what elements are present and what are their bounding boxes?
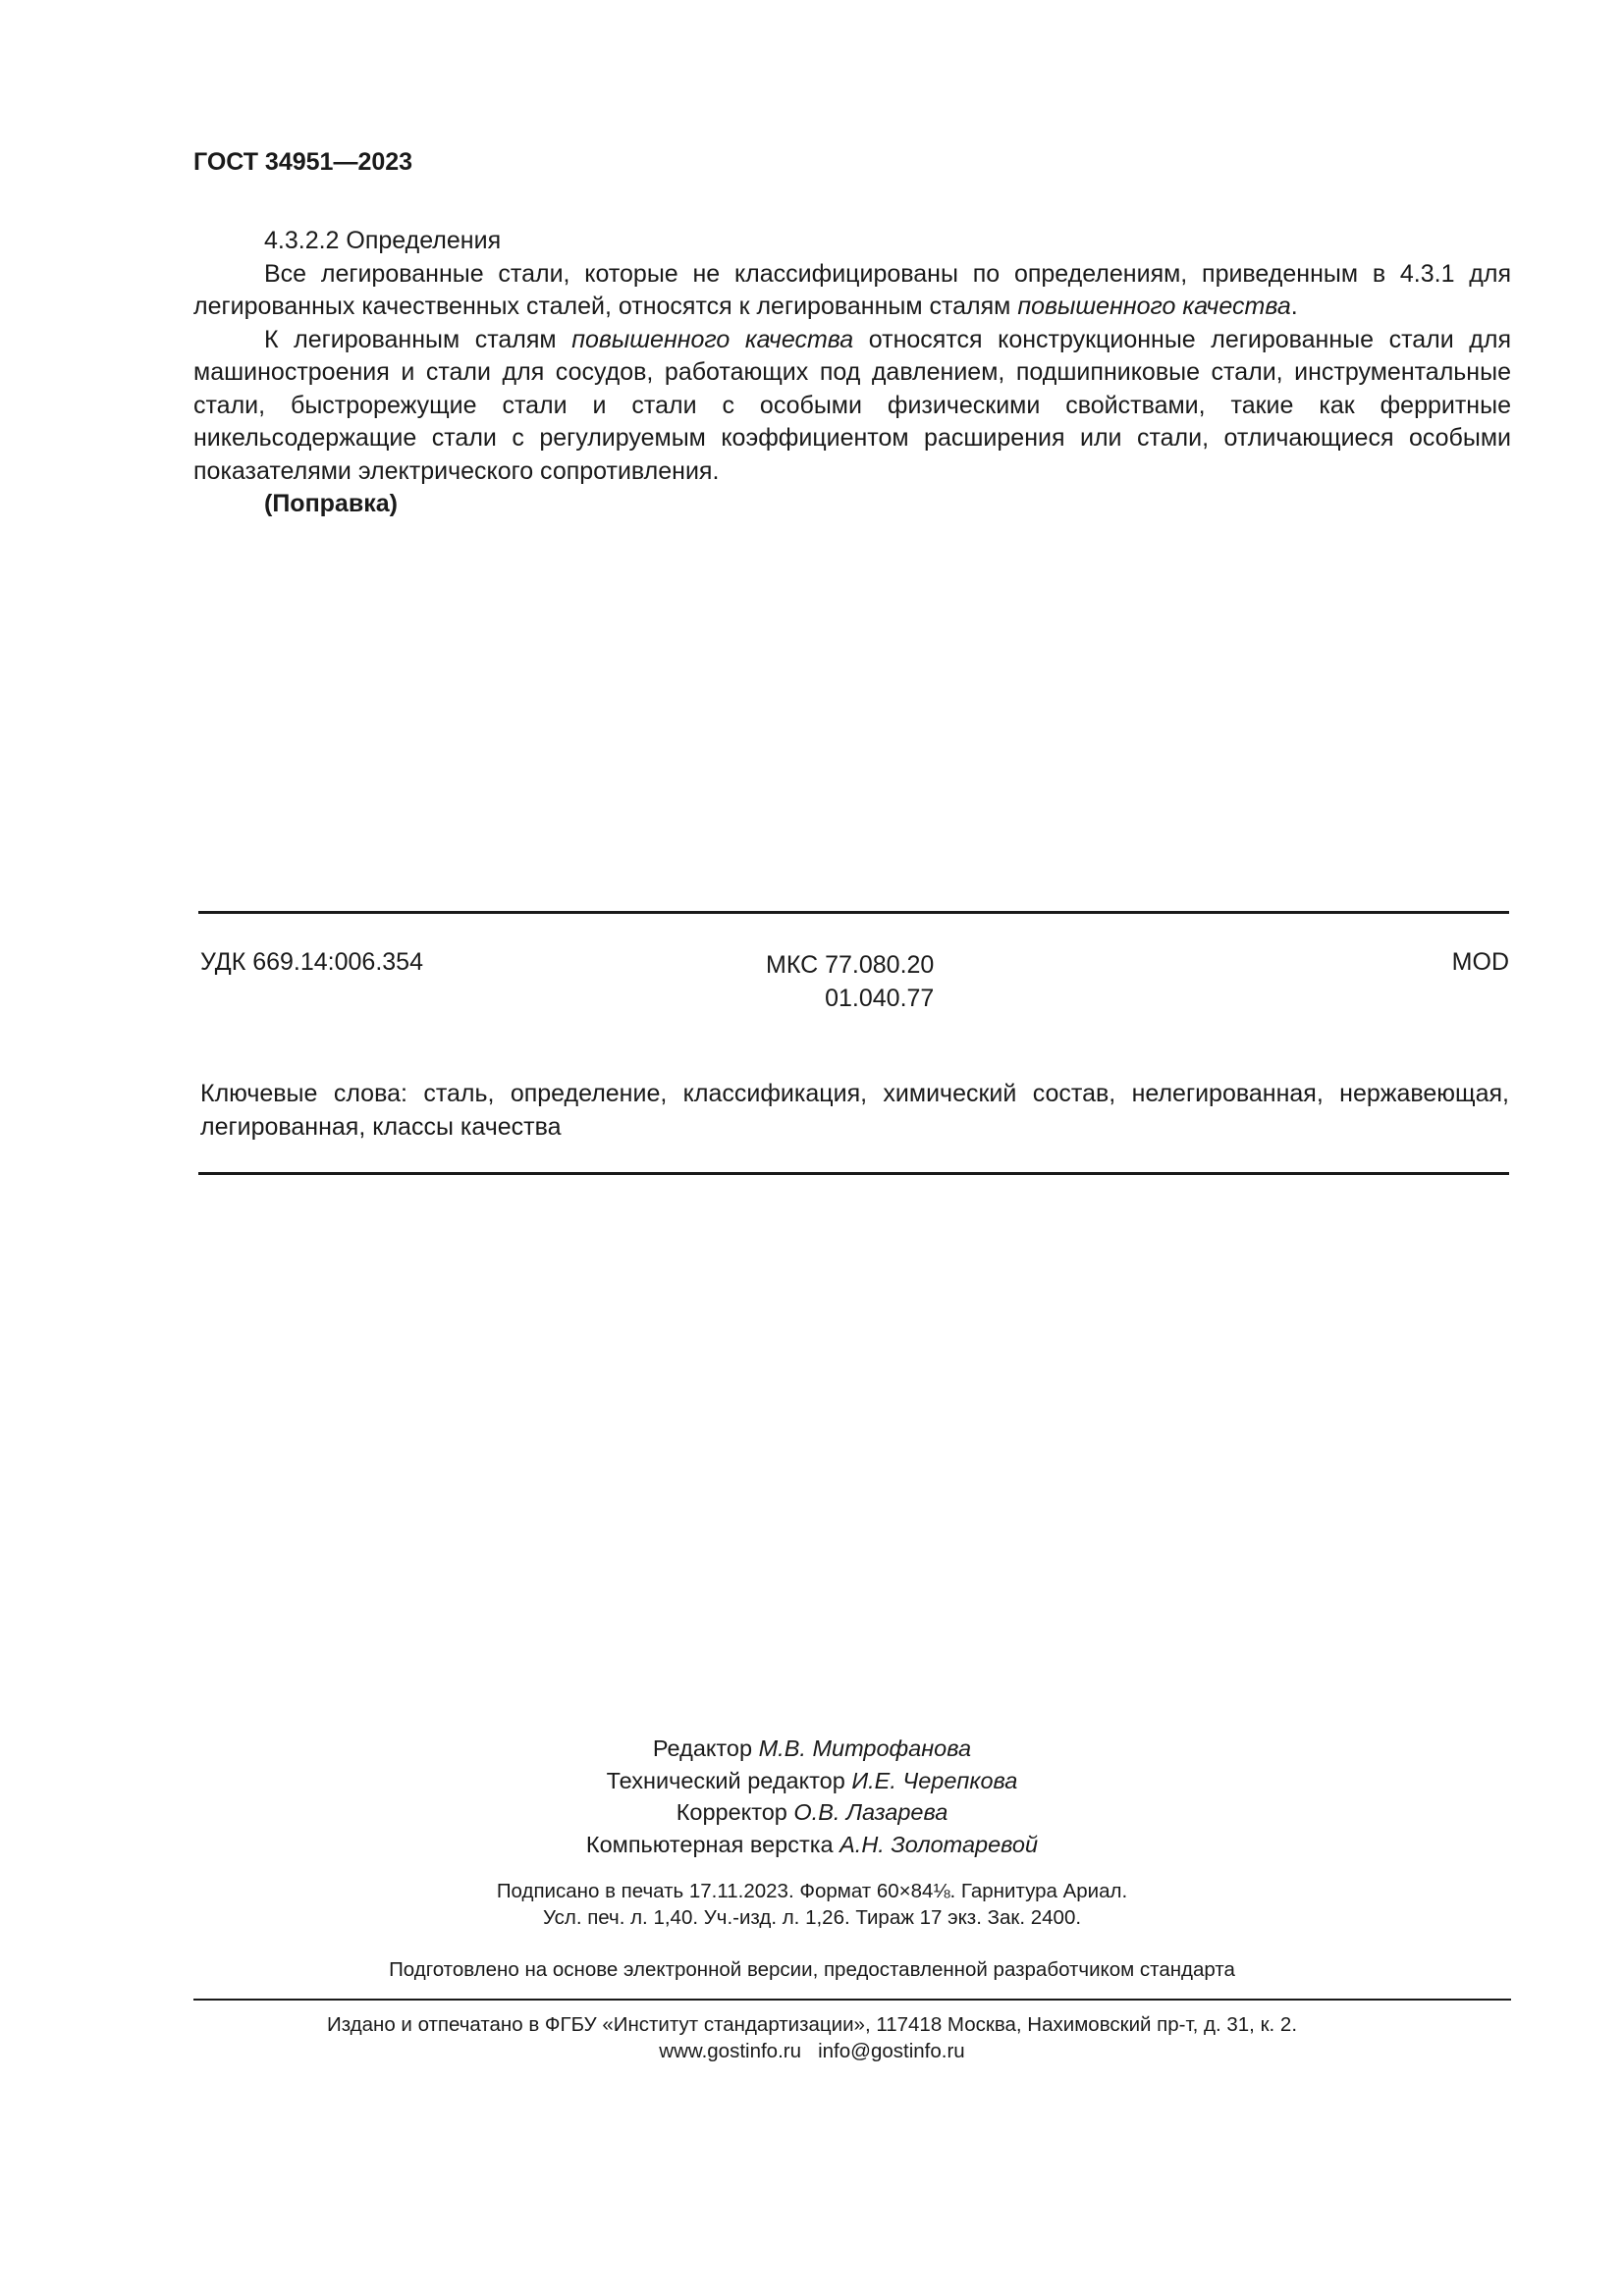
divider-imprint — [193, 1999, 1511, 2001]
credit-layout — [0, 1829, 1624, 1861]
para1-end: . — [1290, 293, 1298, 320]
document-id: ГОСТ 34951—2023 — [193, 148, 413, 176]
mod-label: MOD — [1451, 948, 1509, 976]
para2-text-end: относятся конструкционные легированные стали для машиностроения и стали для сосудов, работающих под давлением, подшипниковые стали, инструментальные стали, быстрорежущие стали и стали с особыми физическими свойствами, такие как ферритные никельсодержащие стали с регулируемым коэффициентом расширения или стали, отличающиеся особыми показателями электрического сопротивления. — [193, 325, 1512, 485]
publisher-email[interactable]: info@gostinfo.ru — [818, 2040, 965, 2062]
keywords: Ключевые слова: сталь, определение, классификация, химический состав, нелегированная, нержавеющая, легированная, классы качества — [200, 1080, 1509, 1141]
print-info-line-1: Подписано в печать 17.11.2023. Формат 60×84⅛. Гарнитура Ариал. — [496, 1880, 1128, 1902]
divider-bottom — [198, 1172, 1509, 1175]
definition-paragraph-2 — [193, 324, 1511, 489]
para1-text: Все легированные стали, которые не классифицированы по определениям, приведенным в 4.3.1 для легированных качественных сталей, относятся к легированным сталям — [193, 259, 1511, 320]
credit-name: И.Е. Черепкова — [851, 1767, 1018, 1793]
credit-name: М.В. Митрофанова — [758, 1735, 972, 1761]
section-heading: 4.3.2.2 Определения — [264, 227, 502, 254]
credit-name: О.В. Лазарева — [793, 1799, 948, 1825]
credit-label: Компьютерная верстка — [585, 1831, 840, 1857]
credit-label: Корректор — [676, 1799, 794, 1825]
publisher-contacts — [0, 2038, 1624, 2064]
body-text — [193, 225, 1511, 521]
print-info — [0, 1878, 1624, 1931]
publisher-info — [0, 2011, 1624, 2064]
correction-note: (Поправка) — [264, 490, 398, 517]
mks-line-2: 01.040.77 — [825, 985, 935, 1012]
prepared-note: Подготовлено на основе электронной версии, предоставленной разработчиком стандарта — [389, 1958, 1235, 1981]
credits-block — [0, 1733, 1624, 1860]
credit-name: А.Н. Золотаревой — [839, 1831, 1039, 1857]
mks-line-1: МКС 77.080.20 — [766, 951, 935, 979]
udk-code: УДК 669.14:006.354 — [200, 948, 423, 976]
credit-editor — [0, 1733, 1624, 1765]
para2-italic: повышенного качества — [571, 325, 854, 353]
credit-label: Редактор — [652, 1735, 759, 1761]
para1-italic: повышенного качества — [1017, 293, 1291, 320]
credit-label: Технический редактор — [606, 1767, 852, 1793]
print-info-line-2: Усл. печ. л. 1,40. Уч.-изд. л. 1,26. Тираж 17 экз. Зак. 2400. — [542, 1906, 1082, 1929]
publisher-website[interactable]: www.gostinfo.ru — [659, 2040, 801, 2062]
definition-paragraph-1 — [193, 258, 1511, 324]
credit-proofreader — [0, 1796, 1624, 1829]
credit-tech-editor — [0, 1765, 1624, 1797]
para2-text-start: К легированным сталям — [264, 325, 572, 353]
publisher-address: Издано и отпечатано в ФГБУ «Институт стандартизации», 117418 Москва, Нахимовский пр-т, д. 31, к. 2. — [326, 2013, 1298, 2036]
divider-top — [198, 911, 1509, 914]
mks-code — [766, 948, 934, 1015]
